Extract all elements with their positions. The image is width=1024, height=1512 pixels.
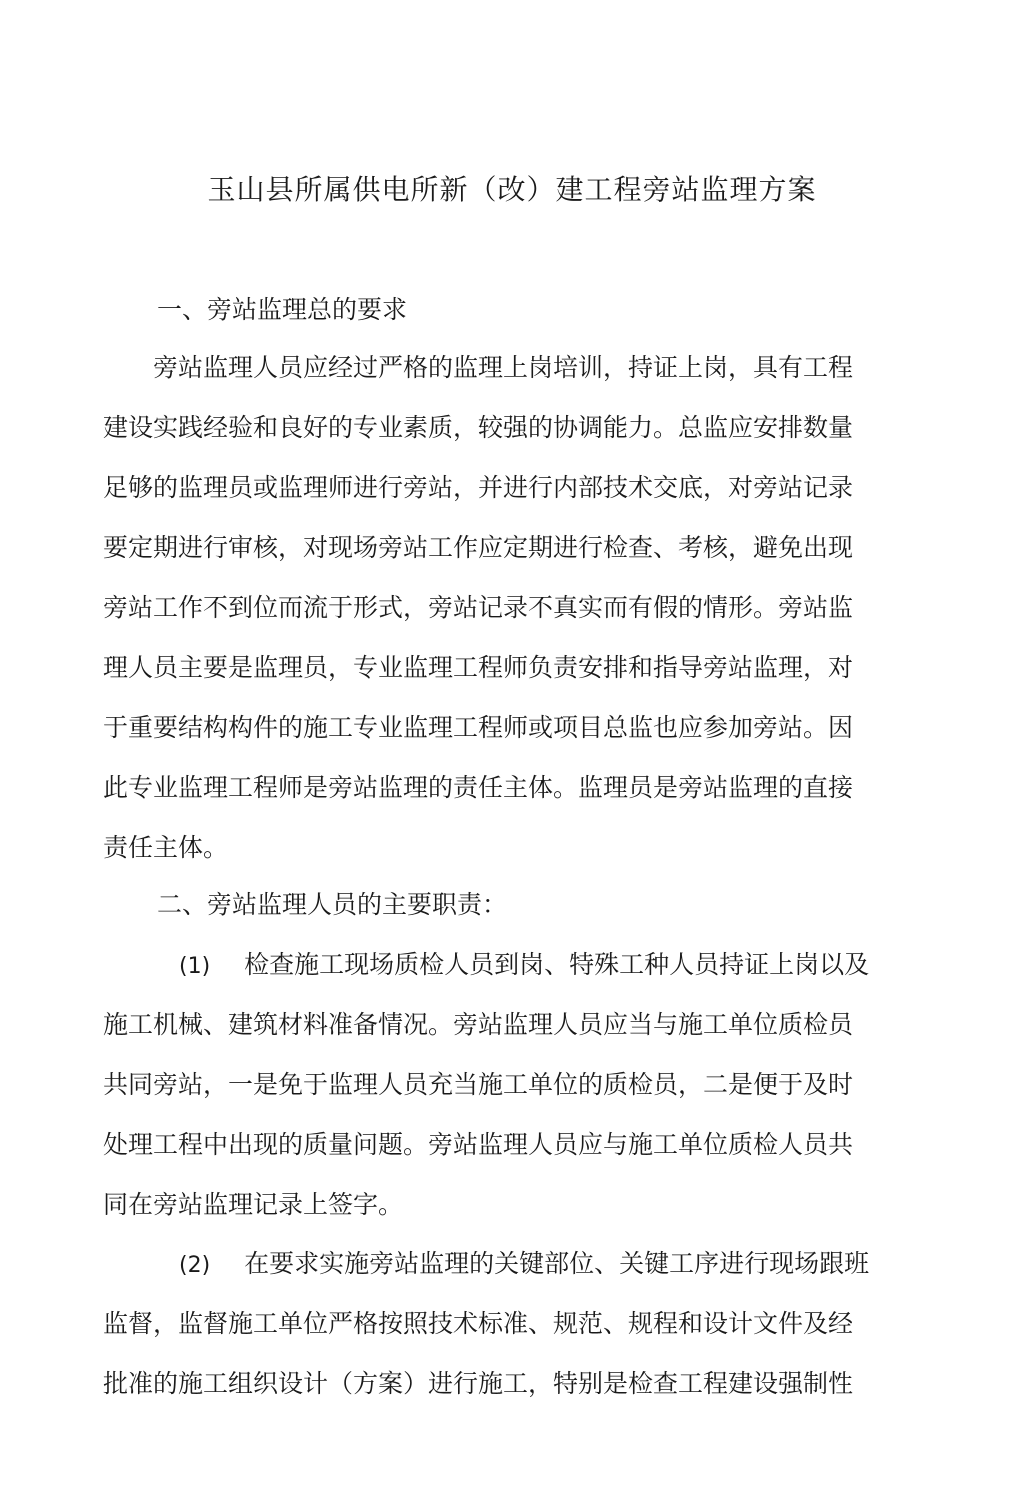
item-2-first-line-text: 在要求实施旁站监理的关键部位、关键工序进行现场跟班	[244, 1249, 870, 1278]
paragraph-line: 要定期进行审核，对现场旁站工作应定期进行检查、考核，避免出现	[103, 533, 854, 562]
paragraph-line: 责任主体。	[103, 833, 229, 862]
paragraph-line: 旁站监理人员应经过严格的监理上岗培训，持证上岗，具有工程	[103, 353, 854, 382]
paragraph-line: 此专业监理工程师是旁站监理的责任主体。监理员是旁站监理的直接	[103, 773, 854, 802]
document-title: 玉山县所属供电所新（改）建工程旁站监理方案	[207, 173, 817, 206]
paragraph-line: 处理工程中出现的质量问题。旁站监理人员应与施工单位质检人员共	[103, 1130, 854, 1159]
section-heading-1: 一、旁站监理总的要求	[157, 295, 408, 324]
item-2-first-line	[103, 1234, 893, 1294]
paragraph-line: 施工机械、建筑材料准备情况。旁站监理人员应当与施工单位质检员	[103, 1010, 854, 1039]
section-1-paragraph	[103, 338, 893, 878]
item-1-number: (1)	[179, 954, 211, 979]
paragraph-line: 批准的施工组织设计（方案）进行施工，特别是检查工程建设强制性	[103, 1369, 854, 1398]
item-1-first-line-text: 检查施工现场质检人员到岗、特殊工种人员持证上岗以及	[244, 950, 870, 979]
item-2-paragraph	[103, 1234, 893, 1414]
paragraph-line: 监督，监督施工单位严格按照技术标准、规范、规程和设计文件及经	[103, 1309, 854, 1338]
paragraph-line: 于重要结构构件的施工专业监理工程师或项目总监也应参加旁站。因	[103, 713, 854, 742]
paragraph-line: 同在旁站监理记录上签字。	[103, 1190, 404, 1219]
section-heading-2: 二、旁站监理人员的主要职责：	[157, 890, 508, 919]
paragraph-line: 足够的监理员或监理师进行旁站，并进行内部技术交底，对旁站记录	[103, 473, 854, 502]
item-1-paragraph	[103, 935, 893, 1235]
item-2-number: (2)	[179, 1253, 211, 1278]
paragraph-line: 共同旁站，一是免于监理人员充当施工单位的质检员，二是便于及时	[103, 1070, 854, 1099]
paragraph-line: 建设实践经验和良好的专业素质，较强的协调能力。总监应安排数量	[103, 413, 854, 442]
paragraph-line: 旁站工作不到位而流于形式，旁站记录不真实而有假的情形。旁站监	[103, 593, 854, 622]
item-1-first-line	[103, 935, 893, 995]
paragraph-line: 理人员主要是监理员，专业监理工程师负责安排和指导旁站监理，对	[103, 653, 854, 682]
